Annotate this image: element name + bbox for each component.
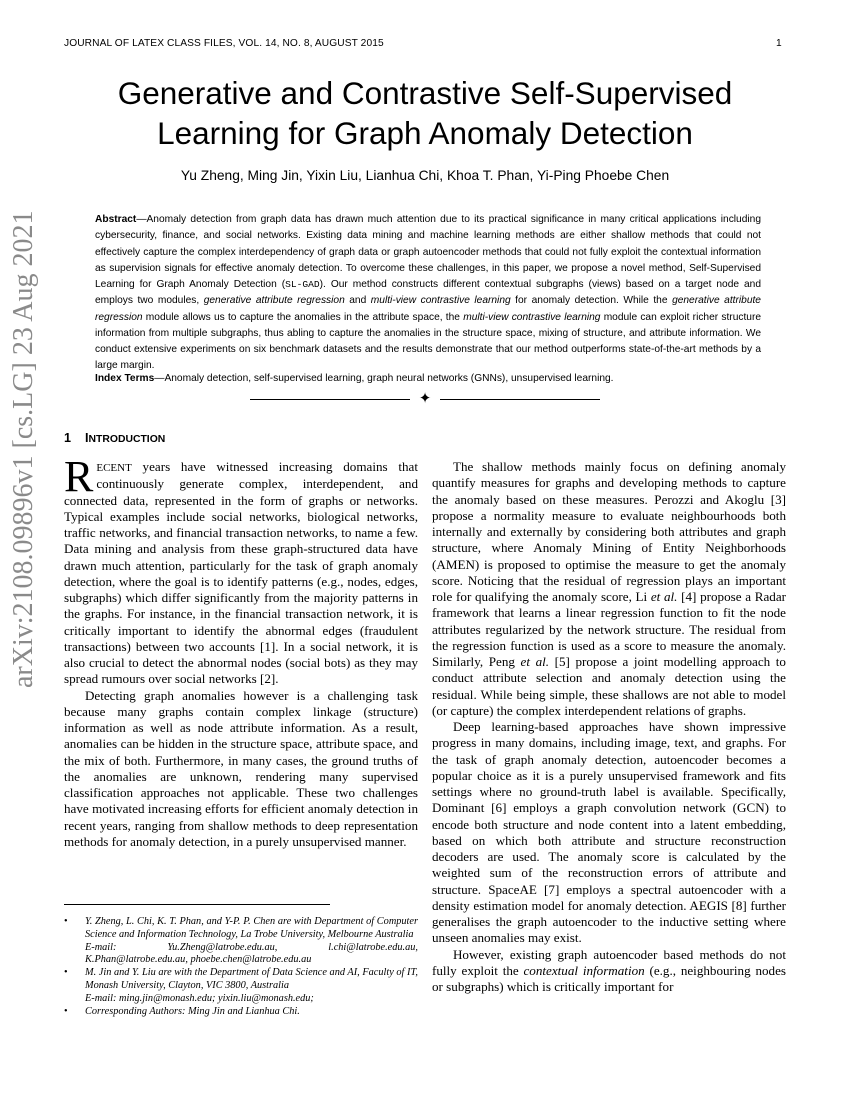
abstract-text-4: for anomaly detection. While the bbox=[510, 295, 673, 307]
page-number: 1 bbox=[776, 38, 782, 49]
footnote-item bbox=[64, 916, 418, 967]
section-initial: I bbox=[85, 431, 89, 445]
section-title-rest: NTRODUCTION bbox=[88, 434, 166, 445]
paper-title: Generative and Contrastive Self-Supervised Learning for Graph Anomaly Detection bbox=[117, 75, 733, 151]
index-terms-text: —Anomaly detection, self-supervised learning, graph neural networks (GNNs), unsupervised learning. bbox=[154, 373, 614, 384]
abstract-text-2: ). Our method constructs different contextual subgraphs (views) based on a target node and employs two modules, bbox=[95, 279, 761, 307]
bullet-icon: • bbox=[64, 967, 68, 979]
footnote-emails: E-mail: ming.jin@monash.edu; yixin.liu@monash.edu; bbox=[85, 992, 314, 1004]
abstract-text-5: module allows us to capture the anomalies in the attribute space, the bbox=[142, 311, 464, 323]
arxiv-stamp-text: arXiv:2108.09896v1 [cs.LG] 23 Aug 2021 bbox=[8, 210, 39, 688]
abstract-text-6: module can exploit richer structure information from multiple subgraphs, thus abling to capture the anomalies in the structure space, mixing of structure, and attribute information. We conduct extensive experiments on six benchmark datasets and the results demonstrate that our method outperforms state-of-the-art methods by a large margin. bbox=[95, 311, 762, 372]
module-name-generative: generative attribute regression bbox=[203, 295, 345, 307]
footnote-text: Corresponding Authors: Ming Jin and Lianhua Chi. bbox=[85, 1005, 300, 1017]
left-column bbox=[64, 452, 418, 850]
paragraph-text: years have witnessed increasing domains that continuously generate complex, interdependent, and connected data, represented in the form of graphs or networks. Typical examples include social networks, biological networks, traffic networks, and financial transaction networks, to name a few. Data mining and analysis from these graph-structured data have drawn much attention, particularly for the task of graph anomaly detection, where the goal is to identify patterns (e.g., nodes, edges, subgraphs) which differ significantly from the majority patterns in the graphs. For instance, in the financial transaction network, it is critically important to identify the abnormal edges (fraudulent transactions) between two accounts [1]. In a social network, it is also crucial to detect the abnormal nodes (social bots) as they may spread rumours over social networks [2]. bbox=[64, 459, 418, 687]
paragraph-text: [5] propose a joint modelling approach to conduct attribute selection and anomaly detection using the residual. While being simple, these shallows are not able to model (or capture) the complex interdependent relations of graphs. bbox=[432, 654, 786, 718]
separator-line-left bbox=[250, 399, 410, 400]
footnotes bbox=[64, 916, 418, 1018]
bullet-icon: • bbox=[64, 916, 68, 927]
footnote-rule bbox=[64, 904, 330, 905]
right-column bbox=[432, 459, 786, 995]
section-number: 1 bbox=[64, 431, 72, 445]
index-terms bbox=[95, 372, 761, 386]
paragraph-text: However, existing graph autoencoder based methods do not fully exploit the bbox=[432, 946, 786, 978]
emphasis: contextual information bbox=[523, 962, 645, 978]
footnote-item bbox=[64, 967, 418, 1005]
paragraph bbox=[64, 452, 418, 688]
paragraph-text: The shallow methods mainly focus on defining anomaly quantify measures for graphs and developing methods to capture the anomaly based on these measures. Perozzi and Akoglu [3] propose a normality measure to evaluate neighbourhoods both internally and externally by considering both attributes and graph structure, where Anomaly Mining of Entity Neighborhoods (AMEN) is proposed to optimise the measure to get the anomaly score. Noticing that the residual of regression plays an important role for qualifying the anomaly score, Li bbox=[432, 459, 786, 604]
paragraph bbox=[432, 947, 786, 996]
footnote-text: M. Jin and Y. Liu are with the Department of Data Science and AI, Faculty of IT, Monash University, Clayton, VIC 3800, Australia bbox=[85, 967, 418, 991]
method-acronym: SL-GAD bbox=[285, 279, 320, 290]
author-list: Yu Zheng, Ming Jin, Yixin Liu, Lianhua Chi, Khoa T. Phan, Yi-Ping Phoebe Chen bbox=[180, 168, 670, 183]
et-al: et al. bbox=[650, 589, 678, 604]
paragraph-text: [4] propose a Radar framework that learns a linear regression function to fit the node attributes regularized by the network structure. The residual from the regression function is used as a score to measure the anomaly. Similarly, Peng bbox=[432, 589, 786, 669]
footnote-text: Y. Zheng, L. Chi, K. T. Phan, and Y-P. P. Chen are with Department of Computer Science and Information Technology, La Trobe University, Melbourne Australia bbox=[85, 916, 418, 940]
paragraph: Detecting graph anomalies however is a challenging task because many graphs contain complex linkage (structure) information as well as node attribute information. As a result, anomalies can be hidden in the structure space, attribute space, and the mix of both. Furthermore, in many cases, the ground truths of the anomalies are unknown, rendering many supervised classification approaches not applicable. These two challenges have motivated increasing efforts for efficient anomaly detection in recent years, ranging from shallow methods to deep representation methods for anomaly detection, in a purely unsupervised manner. bbox=[64, 687, 418, 849]
separator-line-right bbox=[440, 399, 600, 400]
abstract-text-1: —Anomaly detection from graph data has drawn much attention due to its practical significance in many critical applications including cybersecurity, finance, and social networks. Existing data mining and machine learning methods are either shallow methods that could not effectively capture the complex interdependency of graph data or graph autoencoder methods that could not fully exploit the contextual information as supervision signals for effective anomaly detection. To overcome these challenges, in this paper, we propose a novel method, Self-Supervised Learning for Graph Anomaly Detection ( bbox=[95, 214, 761, 290]
running-head: JOURNAL OF LATEX CLASS FILES, VOL. 14, NO. 8, AUGUST 2015 bbox=[64, 38, 384, 49]
module-name-generative-2: generative attribute regression bbox=[95, 295, 761, 323]
abstract bbox=[95, 212, 761, 375]
et-al: et al. bbox=[520, 654, 550, 669]
small-caps-lead: ECENT bbox=[96, 462, 132, 474]
footnote-emails: E-mail: Yu.Zheng@latrobe.edu.au, l.chi@latrobe.edu.au, K.Phan@latrobe.edu.au, phoebe.chen@latrobe.edu.au bbox=[85, 941, 418, 966]
section-separator bbox=[250, 389, 600, 408]
paragraph: Deep learning-based approaches have shown impressive progress in many domains, including image, text, and graphs. For the task of graph anomaly detection, autoencoder becomes a popular choice as it is a purely unsupervised framework and fits settings where no ground-truth label is available. Specifically, Dominant [6] employs a graph convolution network (GCN) to encode both structure and node content into a latent embedding, based on which both attribute and structure reconstruction decoders are used. The anomaly score is calculated by the weighted sum of the reconstruction errors of attribute and structure. SpaceAE [7] employs a spectral autoencoder with a density estimation model for anomaly detection. AEGIS [8] further generalises the graph autoencoder to the inductive setting where unseen anomalies may exist. bbox=[432, 719, 786, 946]
module-name-contrastive: multi-view contrastive learning bbox=[370, 295, 511, 307]
paragraph bbox=[432, 459, 786, 719]
module-name-contrastive-2: multi-view contrastive learning bbox=[463, 311, 601, 323]
separator-star-icon: ✦ bbox=[418, 389, 432, 407]
paragraph-text: (e.g., neighbouring nodes or subgraphs) which is critically important for bbox=[432, 962, 786, 994]
abstract-text-3: and bbox=[344, 295, 371, 307]
drop-cap: R bbox=[64, 452, 94, 501]
index-terms-label: Index Terms bbox=[95, 373, 155, 384]
abstract-label: Abstract bbox=[95, 214, 137, 225]
bullet-icon: • bbox=[64, 1005, 68, 1017]
section-heading bbox=[64, 431, 165, 445]
footnote-item bbox=[64, 1006, 418, 1019]
